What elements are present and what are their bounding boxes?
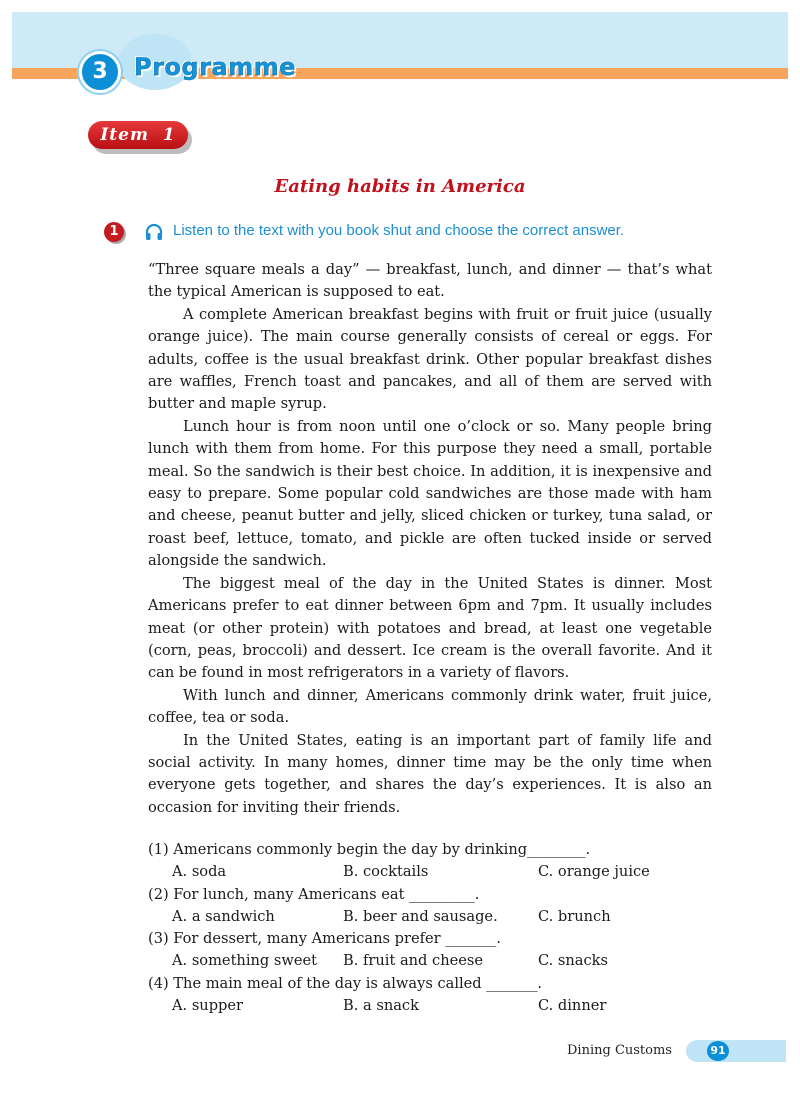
item-label: Item 1 xyxy=(88,121,188,149)
passage-paragraph: With lunch and dinner, Americans commonly drink water, fruit juice, coffee, tea or soda. xyxy=(148,686,712,727)
question-options xyxy=(148,861,728,883)
option-c: C. orange juice xyxy=(538,863,650,881)
question-stem: (3) For dessert, many Americans prefer _______. xyxy=(148,930,501,948)
headphones-icon xyxy=(144,222,164,242)
option-a: A. a sandwich xyxy=(172,907,275,925)
unit-number-badge: 3 xyxy=(79,51,121,93)
footer-chapter-label: Dining Customs xyxy=(567,1043,672,1058)
passage-paragraph: In the United States, eating is an important part of family life and social activity. In many homes, dinner time may be the only time when everyone gets together, and shares the day’s experiences. It is also an occasion for inviting their friends. xyxy=(148,731,712,816)
question-options xyxy=(148,995,728,1017)
task-number-badge: 1 xyxy=(104,222,124,242)
option-a: A. soda xyxy=(172,863,227,881)
page-number: 91 xyxy=(707,1041,729,1061)
footer-tab xyxy=(686,1040,786,1062)
question-list xyxy=(148,839,728,1017)
option-c: C. dinner xyxy=(538,997,607,1015)
passage-paragraph: “Three square meals a day” — breakfast, lunch, and dinner — that’s what the typical American is supposed to eat. xyxy=(148,261,712,301)
question-options xyxy=(148,906,728,928)
reading-passage xyxy=(148,259,712,819)
question-stem: (4) The main meal of the day is always called _______. xyxy=(148,974,543,992)
question-options xyxy=(148,950,728,972)
section-title: Eating habits in America xyxy=(274,176,526,197)
option-a: A. something sweet xyxy=(172,952,317,970)
unit-title: Programme xyxy=(134,53,296,81)
option-c: C. snacks xyxy=(538,952,609,970)
option-b: B. fruit and cheese xyxy=(343,952,484,970)
question-stem: (1) Americans commonly begin the day by drinking________. xyxy=(148,841,591,858)
passage-paragraph: The biggest meal of the day in the United States is dinner. Most Americans prefer to eat dinner between 6pm and 7pm. It usually includes meat (or other protein) with potatoes and bread, at least one vegetable (corn, peas, broccoli) and dessert. Ice cream is the overall favorite. And it can be found in most refrigerators in a variety of flavors. xyxy=(148,574,712,682)
option-a: A. supper xyxy=(172,997,244,1015)
question-stem: (2) For lunch, many Americans eat _________. xyxy=(148,885,480,903)
option-b: B. beer and sausage. xyxy=(343,907,498,925)
passage-paragraph: A complete American breakfast begins with fruit or fruit juice (usually orange juice). The main course generally consists of cereal or eggs. For adults, coffee is the usual breakfast drink. Other popular breakfast dishes are waffles, French toast and pancakes, and all of them are served with butter and maple syrup. xyxy=(148,305,712,413)
task-instruction: Listen to the text with you book shut and choose the correct answer. xyxy=(173,222,625,239)
option-c: C. brunch xyxy=(538,907,611,925)
passage-paragraph: Lunch hour is from noon until one o’clock or so. Many people bring lunch with them from home. For this purpose they need a small, portable meal. So the sandwich is their best choice. In addition, it is inexpensive and easy to prepare. Some popular cold sandwiches are those made with ham and cheese, peanut butter and jelly, sliced chicken or turkey, tuna salad, or roast beef, lettuce, tomato, and pickle are often tucked inside or served alongside the sandwich. xyxy=(148,417,712,570)
option-b: B. a snack xyxy=(343,997,419,1015)
option-b: B. cocktails xyxy=(343,863,429,881)
